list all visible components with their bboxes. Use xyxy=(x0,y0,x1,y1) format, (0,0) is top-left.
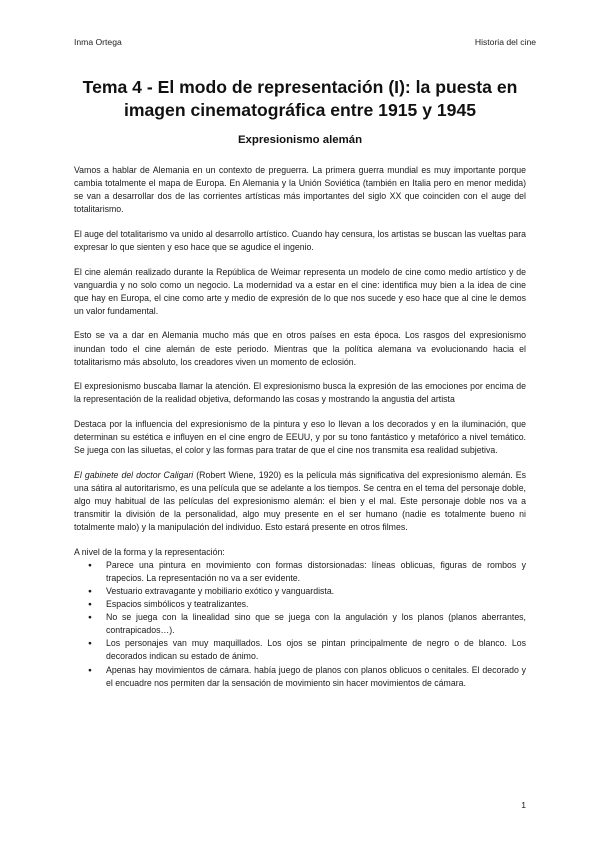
caligari-paragraph xyxy=(74,469,526,534)
page-number: 1 xyxy=(521,800,526,810)
list-item: ● Espacios simbólicos y teatralizantes. xyxy=(98,598,526,611)
paragraph: El expresionismo buscaba llamar la atención. El expresionismo busca la expresión de las emociones por encima de la representación de la realidad objetiva, deformando las cosas y mostrando la angustia del artista xyxy=(74,381,526,405)
paragraph: Esto se va a dar en Alemania mucho más que en otros países en esta época. Los rasgos del expresionismo inundan todo el cine alemán de este periodo. Mientras que la política alemana va evolucionando hacia el totalitarismo más absoluto, los creadores viven un momento de eclosión. xyxy=(74,330,526,367)
section-heading: Expresionismo alemán xyxy=(237,134,363,146)
list-item: ● Apenas hay movimientos de cámara. había juego de planos con planos oblicuos o cenitales. El decorado y el encuadre nos permiten dar la sensación de movimiento sin hacer movimientos de cámara. xyxy=(98,664,526,690)
features-list xyxy=(74,559,526,690)
caligari-text: (Robert Wiene, 1920) es la película más significativa del expresionismo alemán. Es una sátira al autoritarismo, es una película que se adelante a los tiempos. Se centra en el tema del personaje doble, algo muy habitual de las películas del expresionismo alemán: el bien y el mal. Este personaje doble nos va a transmitir la división de la personalidad, algo muy presente en el ser humano (nadie es totalmente bueno ni totalmente malo) y la manipulación del individuo. Esto estará presente en otros filmes. xyxy=(74,469,526,533)
header-author: Inma Ortega xyxy=(74,37,122,47)
document-title: Tema 4 - El modo de representación (I): la puesta en imagen cinematográfica entre 1915 y 1945 xyxy=(82,77,518,120)
paragraph: Destaca por la influencia del expresionismo de la pintura y eso lo llevan a los decorados y en la iluminación, que determinan su estética e influyen en el cine engro de EEUU, y por su tono fantástico y metafórico a nivel temático. Se juega con las siluetas, el color y las formas para tratar de que el cine nos transmita esa realidad subjetiva. xyxy=(74,418,526,456)
paragraph: El auge del totalitarismo va unido al desarrollo artístico. Cuando hay censura, los artistas se buscan las vueltas para expresar lo que sienten y eso hace que se agudice el ingenio. xyxy=(74,228,526,252)
list-item: ● Los personajes van muy maquillados. Los ojos se pintan principalmente de negro o de blanco. Los decorados indican su estado de ánimo. xyxy=(98,637,526,663)
header-course: Historia del cine xyxy=(474,37,536,47)
list-item: ● Parece una pintura en movimiento con formas distorsionadas: líneas oblicuas, figuras de rombos y trapecios. La representación no va a ser evidente. xyxy=(98,559,526,585)
list-item: ● No se juega con la linealidad sino que se juega con la angulación y los planos (planos aberrantes, contrapicados…). xyxy=(98,611,526,637)
document-body xyxy=(74,164,526,690)
paragraph: El cine alemán realizado durante la República de Weimar representa un modelo de cine como medio artístico y de vanguardia y no solo como un negocio. La modernidad va a estar en el cine: identifica muy bien a la idea de cine que hay en Europa, el cine como arte y medio de expresión de lo que nos sucede y eso hace que al cine le demos un valor fundamental. xyxy=(74,266,526,316)
list-item: ● Vestuario extravagante y mobiliario exótico y vanguardista. xyxy=(98,585,526,598)
film-title: El gabinete del doctor Caligari xyxy=(74,469,194,480)
list-intro: A nivel de la forma y la representación: xyxy=(74,546,225,557)
paragraph: Vamos a hablar de Alemania en un contexto de preguerra. La primera guerra mundial es muy importante porque cambia totalmente el mapa de Europa. En Alemania y la Unión Soviética (también en Italia pero en menor medida) se van a desarrollar dos de las corrientes artísticas más importantes del siglo XX que coinciden con el auge del totalitarismo. xyxy=(74,165,526,215)
